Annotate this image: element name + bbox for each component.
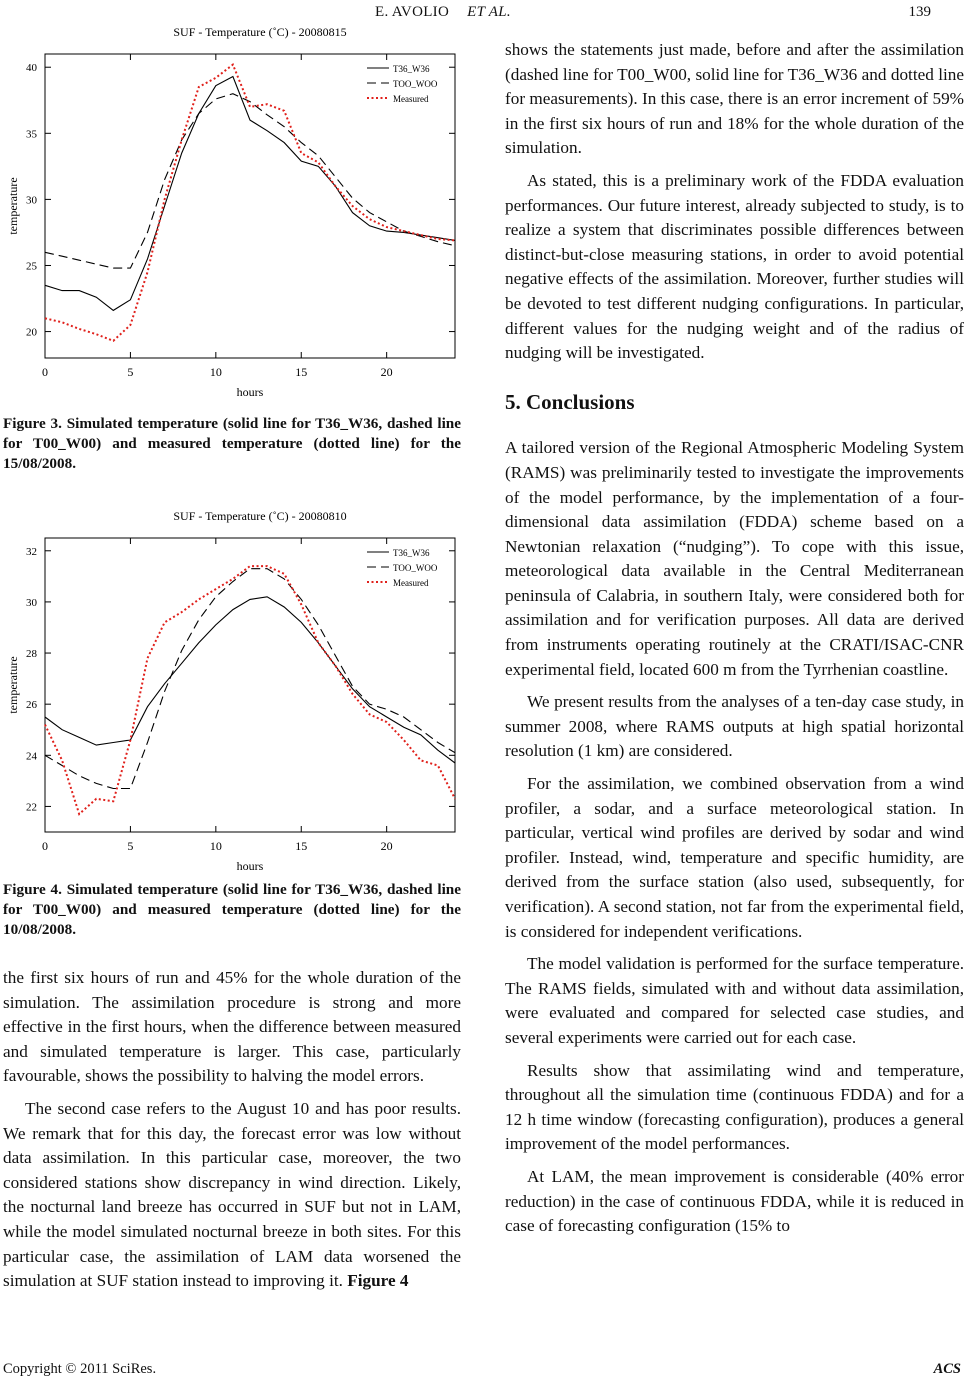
- page-number: 139: [908, 4, 931, 20]
- x-tick-label: 10: [209, 839, 222, 853]
- paragraph: the first six hours of run and 45% for the whole duration of the simulation. The assimilation procedure is strong and more effective in the first hours, when the difference between measured and simulated temperature is larger. This case, particularly favourable, shows the possibility to halving the model errors.: [3, 968, 461, 1086]
- y-tick-label: 30: [26, 596, 37, 609]
- y-tick-label: 32: [26, 545, 37, 558]
- figure-3-chart: [3, 25, 461, 412]
- y-tick-label: 22: [26, 801, 37, 814]
- paragraph: At LAM, the mean improvement is considerable (40% error reduction) in the case of continuous FDDA, while it is reduced in case of forecasting configuration (15% to: [505, 1166, 964, 1236]
- legend-label: TOO_WOO: [393, 79, 438, 89]
- series-line-measured: [45, 65, 455, 341]
- series-line-too_woo: [45, 569, 455, 789]
- copyright-notice: Copyright © 2011 SciRes.: [3, 1361, 157, 1377]
- chart-title: SUF - Temperature (˚C) - 20080815: [173, 25, 347, 39]
- paragraph: shows the statements just made, before and after the assimilation (dashed line for T00_W00, solid line for T36_W36 and dotted line for measurements). In this case, there is an error increment of 59% in the first six hours of run and 18% for the whole duration of the simulation.: [505, 40, 964, 158]
- figure-4-caption: Figure 4. Simulated temperature (solid line for T36_W36, dashed line for T00_W00) and measured temperature (dotted line) for the 10/08/2008.: [3, 881, 461, 938]
- y-tick-label: 40: [26, 62, 37, 75]
- paragraph: [3, 1097, 461, 1294]
- paragraph: Results show that assimilating wind and temperature, throughout all the simulation time (continuous FDDA) and for a 12 h time window (forecasting configuration), produces a general improvement of the model performances.: [505, 1060, 964, 1154]
- x-tick-label: 15: [295, 365, 308, 379]
- section-heading-conclusions: 5. Conclusions: [505, 389, 635, 414]
- legend-label: Measured: [393, 578, 429, 588]
- y-tick-label: 26: [26, 699, 37, 712]
- x-tick-label: 20: [380, 365, 393, 379]
- y-tick-label: 25: [26, 260, 37, 273]
- running-head-etal: ET AL.: [467, 4, 511, 20]
- x-tick-label: 5: [127, 839, 134, 853]
- legend-label: T36_W36: [393, 64, 430, 74]
- series-line-t36_w36: [45, 597, 455, 763]
- x-tick-label: 0: [42, 365, 48, 379]
- journal-abbreviation: ACS: [933, 1361, 961, 1377]
- x-tick-label: 10: [209, 365, 222, 379]
- x-axis-label: hours: [236, 385, 264, 399]
- running-head-authors: E. AVOLIO: [375, 4, 450, 20]
- legend-label: T36_W36: [393, 548, 430, 558]
- y-tick-label: 24: [26, 750, 37, 763]
- y-tick-label: 28: [26, 648, 37, 661]
- x-tick-label: 15: [295, 839, 308, 853]
- paragraph-text: The second case refers to the August 10 and has poor results. We remark that for this day, the forecast error was low without data assimilation. In this particular case, moreover, the two considered stations show discrepancy in wind direction. Likely, the nocturnal land breeze has occurred in SUF but not in LAM, while the model simulated nocturnal breeze in both sites. For this particular case, the assimilation of LAM data worsened the simulation at SUF station instead to improving it.: [3, 1098, 461, 1291]
- y-axis-label: temperature: [6, 177, 20, 235]
- x-tick-label: 0: [42, 839, 48, 853]
- left-column-text: [3, 966, 461, 1294]
- x-tick-label: 5: [127, 365, 134, 379]
- right-column-text: [505, 38, 964, 1239]
- paragraph: A tailored version of the Regional Atmospheric Modeling System (RAMS) was preliminarily tested to investigate the improvements of the model performance, by the implementation of a four-dimensional data assimilation (FDDA) scheme based on a Newtonian relaxation (“nudging”). To cope with this issue, meteorological data available in the Central Mediterranean peninsula of Calabria, in southern Italy, were considered both for assimilation and for verification purposes. All data are derived from instruments operating routinely at the CRATI/ISAC-CNR experimental field, located 600 m from the Tyrrhenian coastline.: [505, 438, 964, 679]
- legend-label: Measured: [393, 94, 429, 104]
- y-tick-label: 20: [26, 326, 37, 339]
- paragraph: We present results from the analyses of a ten-day case study, in summer 2008, where RAMS outputs at high spatial horizontal resolution (1 km) are considered.: [505, 692, 964, 761]
- paragraph: The model validation is performed for the surface temperature. The RAMS fields, simulated with and without data assimilation, were evaluated and compared for selected case studies, and several experiments were carried out for each case.: [505, 954, 964, 1047]
- figure-3-caption: Figure 3. Simulated temperature (solid line for T36_W36, dashed line for T00_W00) and measured temperature (dotted line) for the 15/08/2008.: [3, 415, 461, 472]
- series-line-t36_w36: [45, 77, 455, 311]
- figure-4-reference[interactable]: Figure 4: [347, 1271, 409, 1291]
- legend-label: TOO_WOO: [393, 563, 438, 573]
- y-axis-label: temperature: [6, 656, 20, 714]
- figure-4-chart: [3, 500, 461, 873]
- y-tick-label: 35: [26, 128, 37, 141]
- y-tick-label: 30: [26, 194, 37, 207]
- paragraph: For the assimilation, we combined observation from a wind profiler, a sodar, and a surface meteorological station. In particular, vertical wind profiles are derived by sodar and wind profiler. Instead, wind, temperature and specific humidity, are derived from the surface station (also used, subsequently, for verification). A second station, not far from the experimental field, is considered for independent verifications.: [505, 774, 964, 941]
- series-line-measured: [45, 566, 455, 814]
- chart-title: SUF - Temperature (˚C) - 20080810: [173, 509, 347, 523]
- x-axis-label: hours: [236, 859, 264, 873]
- x-tick-label: 20: [380, 839, 393, 853]
- running-header: [0, 4, 969, 26]
- paragraph: As stated, this is a preliminary work of the FDDA evaluation performances. Our future interest, already subjected to study, is to realize a system that discriminates possible differences between distinct-but-close measuring stations, in order to avoid potential negative effects of the assimilation. Moreover, further studies will be devoted to test different nudging configurations. In particular, different values for the nudging weight and of the radius of nudging will be investigated.: [505, 170, 964, 363]
